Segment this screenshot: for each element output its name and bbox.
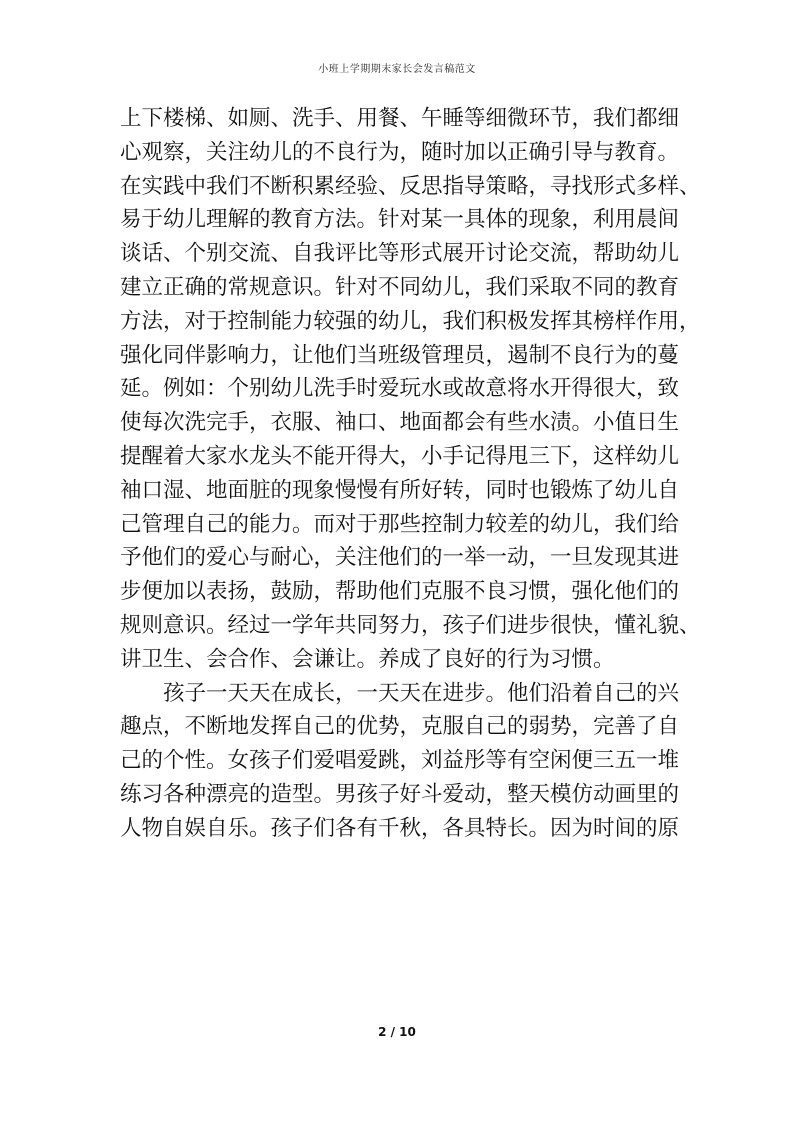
page-header-title: 小班上学期期末家长会发言稿范文 [318, 64, 476, 75]
text-line: 己的个性。女孩子们爱唱爱跳，刘益彤等有空闲便三五一堆 [120, 748, 680, 774]
text-line: 袖口湿、地面脏的现象慢慢有所好转，同时也锻炼了幼儿自 [120, 477, 680, 503]
text-line: 提醒着大家水龙头不能开得大，小手记得甩三下，这样幼儿 [120, 443, 680, 469]
text-line: 趣点，不断地发挥自己的优势，克服自己的弱势，完善了自 [120, 714, 680, 740]
text-line: 人物自娱自乐。孩子们各有千秋，各具特长。因为时间的原 [120, 815, 680, 841]
text-line: 在实践中我们不断积累经验、反思指导策略，寻找形式多样、 [120, 173, 701, 199]
text-line: 己管理自己的能力。而对于那些控制力较差的幼儿，我们给 [120, 511, 680, 537]
text-line: 步便加以表扬，鼓励，帮助他们克服不良习惯，强化他们的 [120, 579, 680, 605]
text-line: 强化同伴影响力，让他们当班级管理员，遏制不良行为的蔓 [120, 342, 680, 368]
text-line: 谈话、个别交流、自我评比等形式展开讨论交流，帮助幼儿 [120, 241, 680, 267]
text-line: 练习各种漂亮的造型。男孩子好斗爱动，整天模仿动画里的 [120, 781, 680, 807]
text-line: 心观察，关注幼儿的不良行为，随时加以正确引导与教育。 [120, 139, 680, 165]
text-line: 易于幼儿理解的教育方法。针对某一具体的现象，利用晨间 [120, 207, 680, 233]
document-body [120, 102, 701, 846]
page-number: 2 / 10 [378, 1025, 416, 1039]
text-line: 延。例如：个别幼儿洗手时爱玩水或故意将水开得很大，致 [120, 376, 680, 402]
text-line: 方法，对于控制能力较强的幼儿，我们积极发挥其榜样作用， [120, 308, 701, 334]
text-line: 规则意识。经过一学年共同努力，孩子们进步很快，懂礼貌、 [120, 612, 701, 638]
text-line-paragraph-start: 孩子一天天在成长，一天天在进步。他们沿着自己的兴 [163, 680, 680, 706]
text-line-paragraph-end: 讲卫生、会合作、会谦让。养成了良好的行为习惯。 [120, 646, 615, 672]
text-line: 上下楼梯、如厕、洗手、用餐、午睡等细微环节，我们都细 [120, 106, 680, 131]
text-line: 予他们的爱心与耐心，关注他们的一举一动，一旦发现其进 [120, 545, 680, 571]
text-line: 使每次洗完手，衣服、袖口、地面都会有些水渍。小值日生 [120, 410, 680, 436]
text-line: 建立正确的常规意识。针对不同幼儿，我们采取不同的教育 [120, 274, 680, 300]
